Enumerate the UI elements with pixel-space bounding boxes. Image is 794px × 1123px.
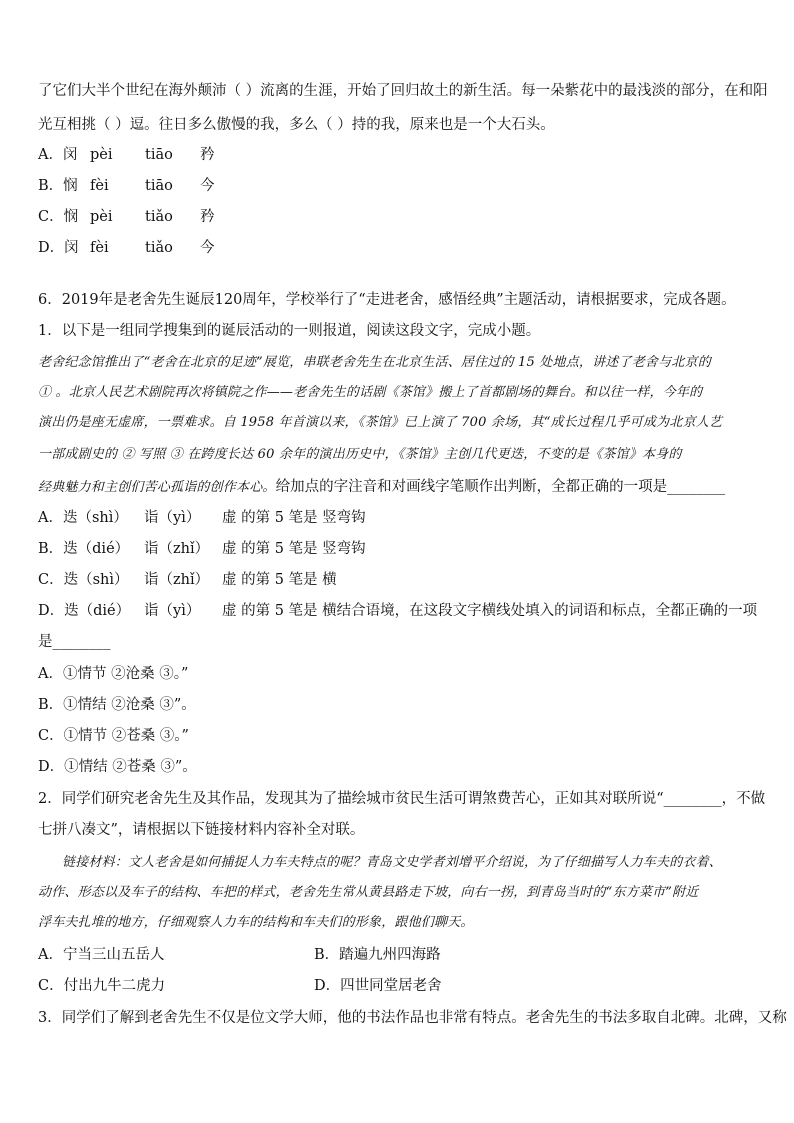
- q5-stem-line-1: 了它们大半个世纪在海外颠沛（ ）流离的生涯，开始了回归故土的新生活。每一朵紫花中的最浅淡的部分，在和阳: [38, 83, 768, 99]
- passage-line-3: 演出仍是座无虚席，一票难求。自 1958 年首演以来，《茶馆》已上演了 700 余场，其“成长过程几乎可成为北京人艺: [38, 415, 723, 430]
- q6-1-stem: 1．以下是一组同学搜集到的诞辰活动的一则报道，阅读这段文字，完成小题。: [38, 323, 541, 339]
- link-material-line-2: 动作、形态以及车子的结构、车把的样式，老舍先生常从黄县路走下坡，向右一拐，到青岛当时的“东方菜市”附近: [38, 885, 699, 900]
- q3-stem: 3．同学们了解到老舍先生不仅是位文学大师，他的书法作品也非常有特点。老舍先生的书法多取自北碑。北碑，又称: [38, 1010, 787, 1026]
- q6-1-option-a[interactable]: A．迭（shì） 诣（yì） 虚 的第 5 笔是 竖弯钩: [38, 510, 366, 526]
- q2-option-b[interactable]: B．踏遍九州四海路: [314, 947, 441, 963]
- q6-1b-option-b[interactable]: B．①情结 ②沧桑 ③”。: [38, 697, 196, 713]
- passage-end-text: 经典魅力和主创们苦心孤诣的创作本心。: [38, 480, 276, 495]
- q5-option-a[interactable]: A．闵 pèi tiāo 矜: [38, 147, 215, 163]
- q6-stem: 6．2019年是老舍先生诞辰120周年，学校举行了“走进老舍，感悟经典”主题活动，请根据要求，完成各题。: [38, 292, 736, 308]
- q6-1b-option-a[interactable]: A．①情节 ②沧桑 ③。”: [38, 666, 189, 682]
- q5-option-d[interactable]: D．闵 fèi tiǎo 今: [38, 240, 215, 256]
- q5-option-b[interactable]: B．悯 fèi tiāo 今: [38, 178, 215, 194]
- passage-line-5: [38, 477, 758, 498]
- q2-option-a[interactable]: A．宁当三山五岳人: [38, 947, 165, 963]
- q2-option-d[interactable]: D．四世同堂居老舍: [314, 978, 442, 994]
- passage-line-1: 老舍纪念馆推出了“老舍在北京的足迹”展览，串联老舍先生在北京生活、居住过的 15 处地点，讲述了老舍与北京的: [38, 355, 711, 370]
- q6-1b-tail: 是________: [38, 634, 111, 650]
- q6-1b-option-c[interactable]: C．①情节 ②苍桑 ③。”: [38, 728, 189, 744]
- link-material-line-3: 浮车夫扎堆的地方，仔细观察人力车的结构和车夫们的形象，跟他们聊天。: [38, 915, 474, 930]
- q5-option-c[interactable]: C．悯 pèi tiǎo 矜: [38, 209, 215, 225]
- q2-stem-line-1: 2．同学们研究老舍先生及其作品，发现其为了描绘城市贫民生活可谓煞费苦心，正如其对联所说“________，不做: [38, 791, 766, 807]
- passage-line-4: 一部成剧史的 ② 写照 ③ 在跨度长达 60 余年的演出历史中，《茶馆》主创几代更迭，不变的是《茶馆》本身的: [38, 447, 682, 462]
- q5-stem-line-2: 光互相挑（ ）逗。往日多么傲慢的我，多么（ ）持的我，原来也是一个大石头。: [38, 117, 555, 133]
- q6-1-option-b[interactable]: B．迭（dié） 诣（zhǐ） 虚 的第 5 笔是 竖弯钩: [38, 541, 366, 557]
- q2-options-row-2: [38, 976, 758, 996]
- passage-line-2: ① 。北京人民艺术剧院再次将镇院之作——老舍先生的话剧《茶馆》搬上了首都剧场的舞台。和以往一样，今年的: [38, 385, 703, 400]
- q2-options-row-1: [38, 945, 758, 965]
- q6-1-option-d[interactable]: D．迭（dié） 诣（yì） 虚 的第 5 笔是 横结合语境，在这段文字横线处填入的词语和标点，全都正确的一项: [38, 603, 758, 619]
- q6-1-question: 给加点的字注音和对画线字笔顺作出判断，全都正确的一项是________: [275, 479, 726, 495]
- q6-1-option-c[interactable]: C．迭（shì） 诣（zhǐ） 虚 的第 5 笔是 横: [38, 572, 337, 588]
- link-material-line-1: 链接材料：文人老舍是如何捕捉人力车夫特点的呢？青岛文史学者刘增平介绍说，为了仔细描写人力车夫的衣着、: [62, 855, 723, 870]
- q6-1b-option-d[interactable]: D．①情结 ②苍桑 ③”。: [38, 759, 197, 775]
- q2-option-c[interactable]: C．付出九牛二虎力: [38, 978, 166, 994]
- q2-stem-line-2: 七拼八凑文”，请根据以下链接材料内容补全对联。: [38, 822, 365, 838]
